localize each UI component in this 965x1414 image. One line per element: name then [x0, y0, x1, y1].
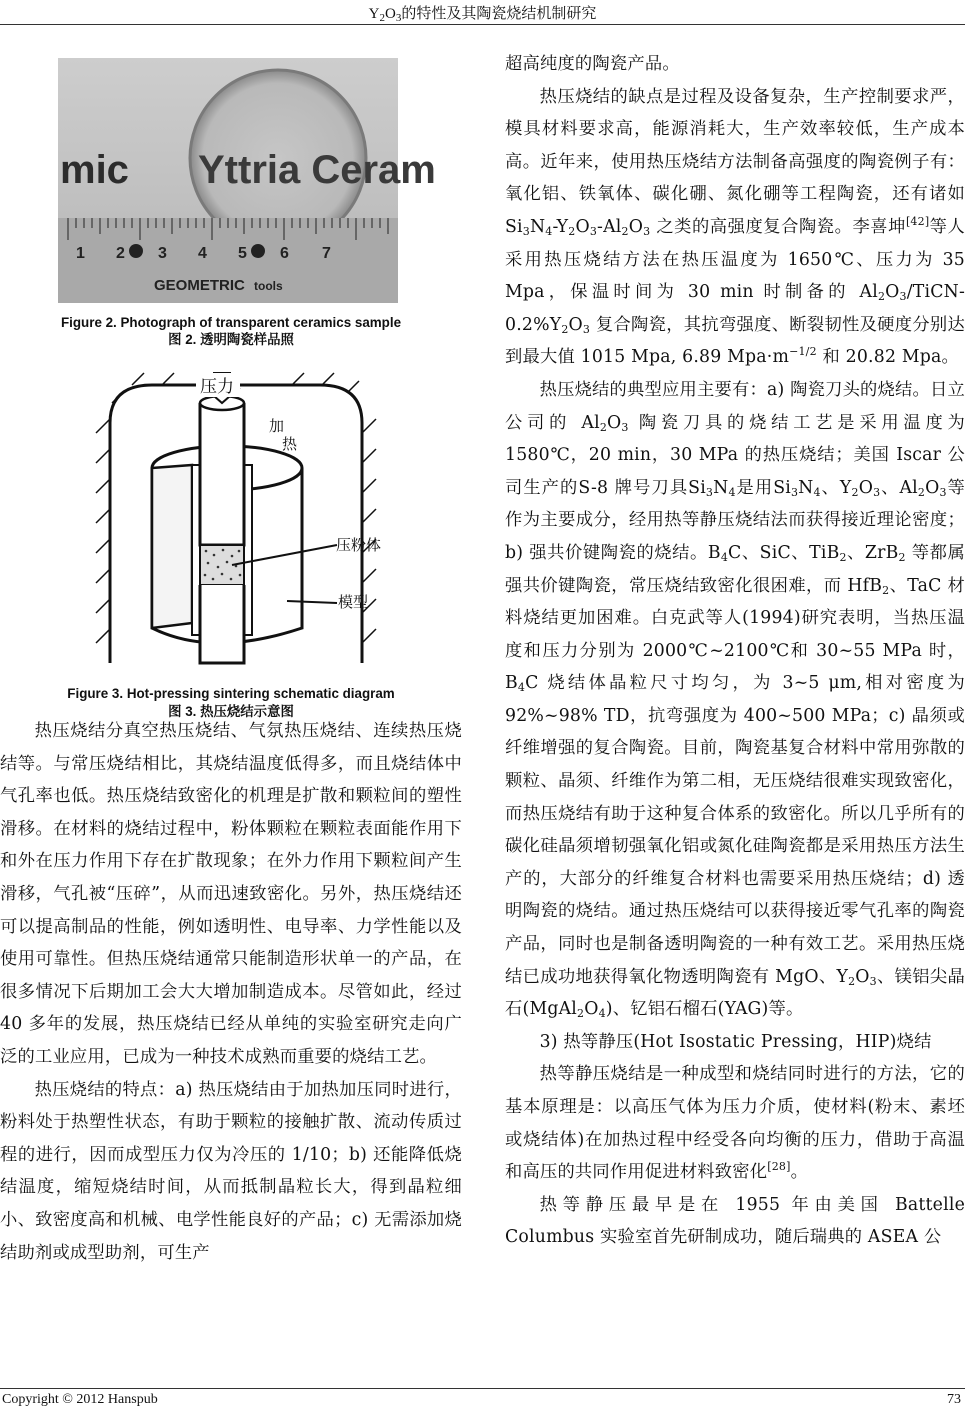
svg-text:1: 1 [76, 245, 85, 262]
footer-rule [0, 1388, 965, 1389]
footer [0, 1392, 965, 1412]
mold-cut-face [152, 465, 192, 628]
right-paragraph-5: 热等静压最早是在 1955 年由美国 Battelle Columbus 实验室首先研制成功，随后瑞典的 ASEA 公 [505, 1194, 965, 1248]
svg-text:6: 6 [280, 245, 289, 262]
figure-3-caption-en: Figure 3. Hot-pressing sintering schematic diagram [67, 686, 395, 701]
right-paragraph-1: 热压烧结的缺点是过程及设备复杂，生产控制要求严，模具材料要求高，能源消耗大，生产效率较低，生产成本高。近年来，使用热压烧结方法制备高强度的陶瓷例子有：氧化铝、铁氧体、碳化硼、氮化硼等工程陶瓷，还有诸如 $Si_3N_4-Y_2O_3-Al_2O_3$ 之类的高强度复合陶瓷。李喜坤[42]等人采用热压烧结方法在热压温度为 1650℃、压力为 35 Mpa，保温时间为 30 min 时制备的 $Al_2O_3/TiCN-0.2\%Y_2O_3$ 复合陶瓷，其抗弯强度、断裂韧性及硬度分别达到最大值 1015 Mpa, 6.89 $Mpa\cdot m^{-1/2}$ 和 20.82 Mpa。 [505, 86, 965, 368]
svg-text:2: 2 [116, 245, 125, 262]
header-rule [0, 24, 965, 25]
photo-text-right: Yttria Ceram [198, 148, 436, 192]
hot-pressing-diagram [92, 373, 382, 668]
svg-text:7: 7 [322, 245, 331, 262]
figure-3-caption-zh: 图 3. 热压烧结示意图 [168, 704, 294, 719]
label-pressure: 压力 [200, 377, 234, 397]
left-paragraph-1: 热压烧结分真空热压烧结、气氛热压烧结、连续热压烧结等。与常压烧结相比，其烧结温度低得多，而且烧结体中气孔率也低。热压烧结致密化的机理是扩散和颗粒间的塑性滑移。在材料的烧结过程中，粉体颗粒在颗粒表面能作用下和外在压力作用下存在扩散现象；在外力作用下颗粒间产生滑移，气孔被“压碎”，从而迅速致密化。另外，热压烧结还可以提高制品的性能，例如透明性、电导率、力学性能以及使用可靠性。但热压烧结通常只能制造形状单一的产品，在很多情况下后期加工会大大增加制造成本。尽管如此，经过 40 多年的发展，热压烧结已经从单纯的实验室研究走向广泛的工业应用，已成为一种技术成熟而重要的烧结工艺。 [0, 721, 462, 1067]
label-heat-2: 热 [282, 435, 298, 453]
right-paragraph-4: 热等静压烧结是一种成型和烧结同时进行的方法，它的基本原理是：以高压气体为压力介质，使材料(粉末、素坯或烧结体)在加热过程中经受各向均衡的压力，借助于高温和高压的共同作用促进材料致密化[28]。 [505, 1064, 965, 1183]
transparent-ceramic-photo [58, 58, 436, 303]
left-paragraph-2: 热压烧结的特点：a) 热压烧结由于加热加压同时进行，粉料处于热塑性状态，有助于颗粒的接触扩散、流动传质过程的进行，因而成型压力仅为冷压的 1/10；b) 还能降低烧结温度，缩短烧结时间，从而抵制晶粒长大，得到晶粒细小、致密度高和机械、电学性能良好的产品；c) 无需添加烧结助剂或成型助剂，可生产 [0, 1079, 462, 1263]
label-mold: 模型 [338, 593, 369, 611]
upper-punch [200, 403, 244, 545]
svg-text:4: 4 [198, 245, 207, 262]
left-column [0, 715, 462, 1269]
svg-text:3: 3 [158, 245, 167, 262]
lower-punch [200, 585, 244, 663]
ruler-hole [129, 244, 143, 258]
right-section-heading: 3) 热等静压(Hot Isostatic Pressing，HIP)烧结 [539, 1031, 932, 1052]
photo-text-left: mic [60, 148, 129, 192]
copyright: Copyright © 2012 Hanspub [2, 1392, 158, 1407]
label-powder: 压粉体 [336, 536, 382, 554]
ruler-brand-suffix: tools [254, 279, 283, 293]
right-column [505, 48, 965, 1254]
running-header: $Y_2O_3$的特性及其陶瓷烧结机制研究 [368, 6, 597, 24]
ruler-hole [251, 244, 265, 258]
figure-3-schematic [92, 373, 382, 668]
svg-text:5: 5 [238, 245, 247, 262]
page-number: 73 [947, 1392, 961, 1407]
figure-2-caption-en: Figure 2. Photograph of transparent ceramics sample [60, 315, 402, 330]
right-paragraph-0: 超高纯度的陶瓷产品。 [505, 54, 680, 74]
label-heat-1: 加 [269, 417, 285, 435]
ruler-brand: GEOMETRIC [154, 277, 245, 294]
figure-2-caption-zh: 图 2. 透明陶瓷样品照 [168, 332, 294, 347]
figure-2-photo [58, 58, 436, 303]
right-paragraph-2: 热压烧结的典型应用主要有：a) 陶瓷刀头的烧结。日立公司的 $Al_2O_3$ 陶瓷刀具的烧结工艺是采用温度为 1580℃，20 min，30 MPa 的热压烧结；美国 Iscar 公司生产的S-8 牌号刀具$Si_3N_4$是用$Si_3N_4$、$Y_2O_3$、$Al_2O_3$等作为主要成分，经用热等静压烧结法而获得接近理论密度；b) 强共价键陶瓷的烧结。$B_4C$、SiC、TiB$_2$、ZrB$_2$ 等都属强共价键陶瓷，常压烧结致密化很困难，而 HfB$_2$、TaC 材料烧结更加困难。白克武等人(1994)研究表明，当热压温度和压力分别为 2000℃~2100℃和 30~55 MPa 时，$B_4C$ 烧结体晶粒尺寸均匀，为 3~5 μm,相对密度为 92%~98% TD，抗弯强度为 400~500 MPa；c) 晶须或纤维增强的复合陶瓷。目前，陶瓷基复合材料中常用弥散的颗粒、晶须、纤维作为第二相，无压烧结很难实现致密化，而热压烧结有助于这种复合体系的致密化。所以几乎所有的碳化硅晶须增韧强氧化铝或氮化硅陶瓷都是采用热压方法生产的，大部分的纤维复合材料也需要采用热压烧结；d) 透明陶瓷的烧结。通过热压烧结可以获得接近零气孔率的陶瓷产品，同时也是制备透明陶瓷的一种有效工艺。采用热压烧结已成功地获得氧化物透明陶瓷有 MgO、$Y_2O_3$、镁铝尖晶石$(MgAl_2O_4)$、钇铝石榴石(YAG)等。 [505, 379, 965, 1021]
